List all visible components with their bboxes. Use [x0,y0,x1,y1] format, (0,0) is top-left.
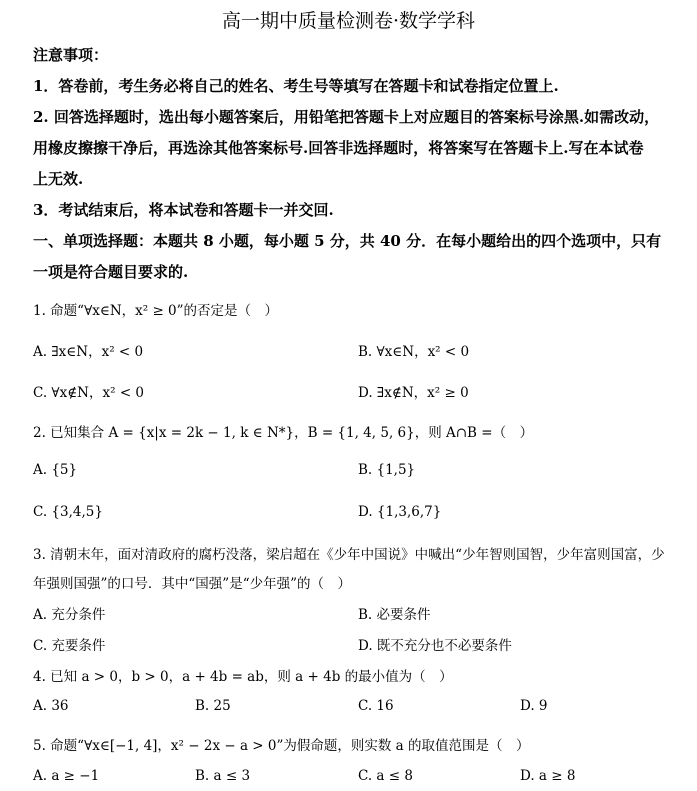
question-1-option-c[interactable]: C. ∀x∉N，x² < 0 [33,385,145,401]
question-2-option-a[interactable]: A. {5} [33,462,78,478]
question-4-option-a[interactable]: A. 36 [33,698,69,714]
question-3-stem-line-2: 年强则国强”的口号．其中“国强”是“少年强”的（ ） [33,576,352,592]
question-5-option-b[interactable]: B. a ≤ 3 [195,768,251,784]
notice-item-1: 1．答卷前，考生务必将自己的姓名、考生号等填写在答题卡和试卷指定位置上. [33,77,559,95]
page-title: 高一期中质量检测卷·数学学科 [221,10,476,32]
question-4-option-b[interactable]: B. 25 [195,698,231,714]
notice-item-2-line-1: 2. 回答选择题时，选出每小题答案后，用铅笔把答题卡上对应题目的答案标号涂黑.如需改动， [33,108,660,126]
question-2-stem: 2. 已知集合 A = {x|x = 2k − 1, k ∈ N*}，B = {1, 4, 5, 6}，则 A∩B =（ ） [33,425,534,441]
notice-item-2-line-3: 上无效. [33,170,84,188]
question-2-option-c[interactable]: C. {3,4,5} [33,504,103,520]
question-3-option-a[interactable]: A. 充分条件 [33,607,106,623]
question-1-option-d[interactable]: D. ∃x∉N，x² ≥ 0 [358,385,469,401]
question-3-stem-line-1: 3. 清朝末年，面对清政府的腐朽没落，梁启超在《少年中国说》中喊出“少年智则国智，少年富则国富，少 [33,547,665,563]
question-1-stem: 1. 命题“∀x∈N，x² ≥ 0”的否定是（ ） [33,303,279,319]
question-5-option-d[interactable]: D. a ≥ 8 [520,768,576,784]
question-1-option-b[interactable]: B. ∀x∈N，x² < 0 [358,344,470,360]
question-1-option-a[interactable]: A. ∃x∈N，x² < 0 [33,344,144,360]
section-1-heading-line-1: 一、单项选择题：本题共 8 小题，每小题 5 分，共 40 分．在每小题给出的四个选项中，只有 [33,232,662,250]
question-3-option-c[interactable]: C. 充要条件 [33,638,106,654]
question-4-stem: 4. 已知 a > 0，b > 0，a + 4b = ab，则 a + 4b 的最小值为（ ） [33,669,453,685]
question-2-option-d[interactable]: D. {1,3,6,7} [358,504,442,520]
question-4-option-c[interactable]: C. 16 [358,698,394,714]
question-3-option-d[interactable]: D. 既不充分也不必要条件 [358,638,512,654]
question-5-stem: 5. 命题“∀x∈[−1, 4]，x² − 2x − a > 0”为假命题，则实数 a 的取值范围是（ ） [33,738,530,754]
section-1-heading-line-2: 一项是符合题目要求的. [33,263,189,281]
notice-heading: 注意事项： [33,46,109,64]
question-5-option-a[interactable]: A. a ≥ −1 [33,768,100,784]
question-5-option-c[interactable]: C. a ≤ 8 [358,768,413,784]
notice-item-3: 3．考试结束后，将本试卷和答题卡一并交回. [33,201,334,219]
question-4-option-d[interactable]: D. 9 [520,698,548,714]
question-3-option-b[interactable]: B. 必要条件 [358,607,431,623]
notice-item-2-line-2: 用橡皮擦擦干净后，再选涂其他答案标号.回答非选择题时，将答案写在答题卡上.写在本试卷 [33,139,644,157]
question-2-option-b[interactable]: B. {1,5} [358,462,416,478]
